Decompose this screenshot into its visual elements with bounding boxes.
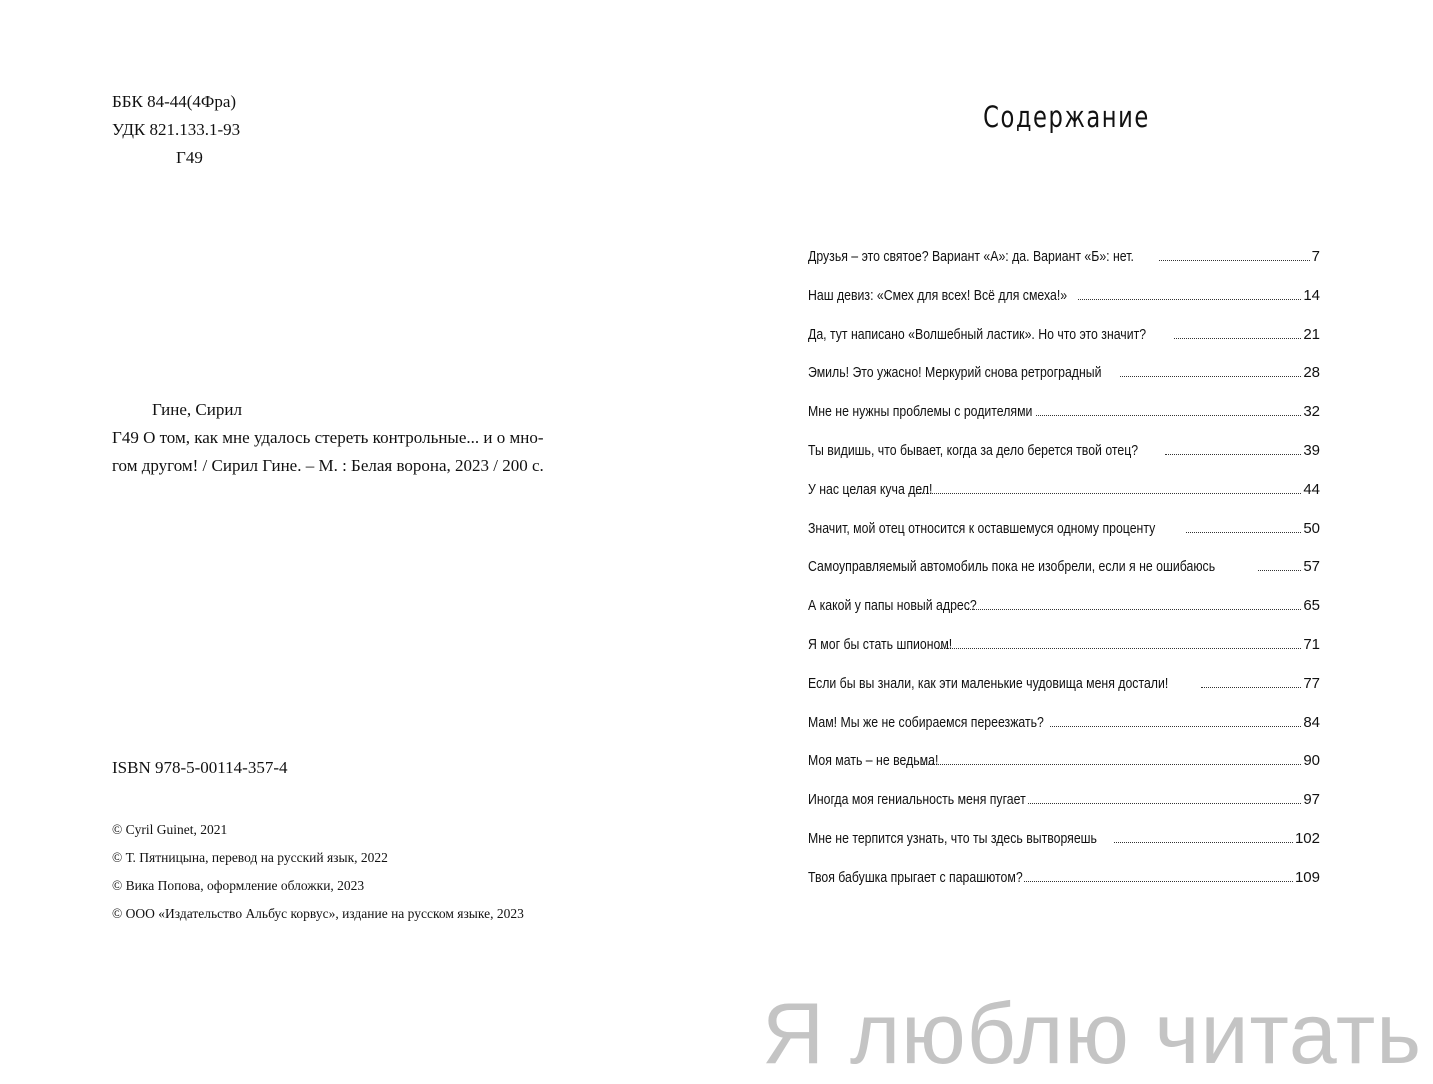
udk-code: УДК 821.133.1-93 [112, 120, 241, 139]
toc-entry[interactable] [808, 326, 1320, 365]
toc-leader [1028, 803, 1302, 804]
biblio-line-2: гом другом! / Сирил Гине. – М. : Белая ворона, 2023 / 200 с. [112, 456, 544, 475]
toc-leader [1159, 260, 1309, 261]
toc-entry-page: 57 [1303, 558, 1320, 576]
toc-entry-title: Эмиль! Это ужасно! Меркурий снова ретроградный [808, 364, 1102, 382]
toc-entry[interactable] [808, 597, 1320, 636]
toc-entry-page: 44 [1303, 480, 1320, 498]
toc-leader [1258, 570, 1301, 571]
toc-entry-page: 102 [1294, 829, 1320, 847]
toc-entry-page: 21 [1303, 325, 1320, 343]
toc-entry[interactable] [808, 442, 1320, 481]
copyright-list [112, 816, 524, 928]
toc-entry-title: Друзья – это святое? Вариант «А»: да. Вариант «Б»: нет. [808, 248, 1134, 265]
toc-entry[interactable] [808, 636, 1320, 675]
toc-leader [1050, 726, 1302, 727]
toc-entry[interactable] [808, 791, 1320, 830]
isbn: ISBN 978-5-00114-357-4 [112, 758, 288, 777]
copyright-line: © Вика Попова, оформление обложки, 2023 [112, 878, 365, 893]
toc-entry-title: Твоя бабушка прыгает с парашютом? [808, 868, 1023, 886]
toc-entry[interactable] [808, 869, 1320, 908]
toc-entry[interactable] [808, 248, 1320, 287]
toc-entry-title: Мне не нужны проблемы с родителями [808, 403, 1033, 421]
copyright-line: © Т. Пятницына, перевод на русский язык, 2022 [112, 850, 388, 865]
toc-entry[interactable] [808, 287, 1320, 326]
toc-entry-page: 28 [1303, 364, 1320, 382]
bibliographic-record [112, 396, 632, 480]
toc-leader [1174, 338, 1301, 339]
toc-entry[interactable] [808, 752, 1320, 791]
toc-entry-title: У нас целая куча дел! [808, 480, 933, 498]
toc-entry[interactable] [808, 558, 1320, 597]
toc-leader [1078, 299, 1301, 300]
toc-leader [1186, 532, 1302, 533]
author-mark: Г49 [176, 148, 203, 167]
biblio-line-1: Г49 О том, как мне удалось стереть контрольные... и о мно- [112, 428, 544, 447]
toc-leader [968, 609, 1302, 610]
table-of-contents [808, 248, 1320, 908]
toc-leader [1036, 415, 1302, 416]
toc-entry-title: Значит, мой отец относится к оставшемуся одному проценту [808, 519, 1156, 537]
toc-entry-page: 71 [1303, 635, 1320, 653]
toc-entry-page: 65 [1303, 597, 1320, 615]
toc-leader [1114, 842, 1293, 843]
toc-leader [914, 493, 1302, 494]
toc-entry[interactable] [808, 714, 1320, 753]
toc-entry-page: 7 [1311, 248, 1320, 265]
copyright-line: © ООО «Издательство Альбус корвус», издание на русском языке, 2023 [112, 906, 524, 921]
toc-entry-page: 32 [1303, 403, 1320, 421]
toc-entry[interactable] [808, 481, 1320, 520]
toc-leader [1120, 376, 1301, 377]
toc-leader [1201, 687, 1301, 688]
toc-leader [1165, 454, 1302, 455]
watermark-logo: Я люблю читать [762, 986, 1423, 1082]
copyright-line: © Cyril Guinet, 2021 [112, 822, 228, 837]
classification-codes [112, 88, 240, 172]
toc-entry-page: 14 [1303, 286, 1320, 304]
toc-entry-title: Ты видишь, что бывает, когда за дело берется твой отец? [808, 441, 1139, 459]
toc-entry[interactable] [808, 830, 1320, 869]
toc-entry-title: Если бы вы знали, как эти маленькие чудовища меня достали! [808, 674, 1169, 692]
toc-entry-title: Наш девиз: «Смех для всех! Всё для смеха!» [808, 286, 1068, 304]
toc-entry[interactable] [808, 520, 1320, 559]
toc-entry-page: 50 [1303, 519, 1320, 537]
toc-entry-title: Я мог бы стать шпионом! [808, 635, 953, 653]
toc-entry-page: 84 [1303, 713, 1320, 731]
toc-entry-page: 97 [1303, 791, 1320, 809]
toc-entry-title: Моя мать – не ведьма! [808, 752, 939, 770]
toc-entry-title: Да, тут написано «Волшебный ластик». Но что это значит? [808, 325, 1147, 343]
toc-entry-title: Самоуправляемый автомобиль пока не изобрели, если я не ошибаюсь [808, 558, 1216, 576]
toc-title: Содержание [983, 100, 1150, 134]
bbk-code: ББК 84-44(4Фра) [112, 92, 237, 111]
toc-entry-page: 109 [1294, 868, 1320, 886]
toc-entry[interactable] [808, 675, 1320, 714]
toc-entry-title: Иногда моя гениальность меня пугает [808, 791, 1026, 809]
toc-entry-page: 39 [1303, 441, 1320, 459]
toc-entry-title: А какой у папы новый адрес? [808, 597, 977, 615]
toc-entry-title: Мне не терпится узнать, что ты здесь вытворяешь [808, 829, 1097, 847]
biblio-author: Гине, Сирил [152, 400, 242, 419]
toc-entry-page: 77 [1303, 674, 1320, 692]
toc-entry-page: 90 [1303, 752, 1320, 770]
toc-leader [921, 764, 1301, 765]
toc-leader [938, 648, 1301, 649]
toc-entry-title: Мам! Мы же не собираемся переезжать? [808, 713, 1044, 731]
toc-entry[interactable] [808, 403, 1320, 442]
toc-entry[interactable] [808, 364, 1320, 403]
toc-leader [1024, 881, 1293, 882]
